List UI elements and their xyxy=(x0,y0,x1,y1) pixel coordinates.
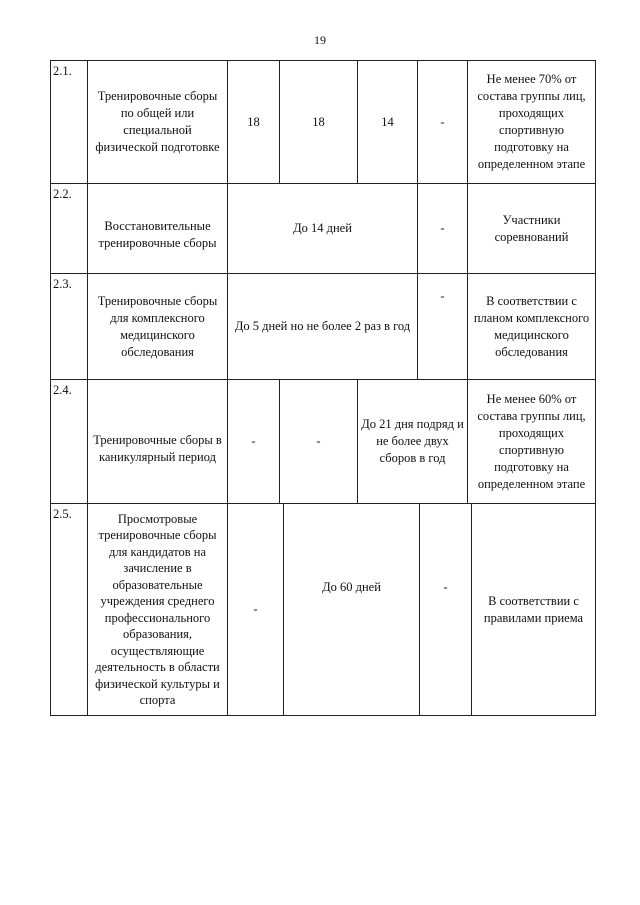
value-cell: 18 xyxy=(279,60,358,184)
row-number: 2.3. xyxy=(50,273,88,380)
participants-note: Участники соревнований xyxy=(467,183,596,274)
duration-cell: До 60 дней xyxy=(283,503,420,716)
camp-name: Тренировочные сборы в каникулярный период xyxy=(87,379,228,504)
row-number: 2.1. xyxy=(50,60,88,184)
value-cell: - xyxy=(279,379,358,504)
row-number: 2.5. xyxy=(50,503,88,716)
value-cell: - xyxy=(417,183,468,274)
value-cell: 14 xyxy=(357,60,418,184)
camp-name: Тренировочные сборы по общей или специальной физической подготовке xyxy=(87,60,228,184)
participants-note: Не менее 60% от состава группы лиц, проходящих спортивную подготовку на определенном этапе xyxy=(467,379,596,504)
value-cell: - xyxy=(417,60,468,184)
value-cell: 18 xyxy=(227,60,280,184)
participants-note: В соответствии с планом комплексного медицинского обследования xyxy=(467,273,596,380)
camp-name: Тренировочные сборы для комплексного медицинского обследования xyxy=(87,273,228,380)
camp-name: Просмотровые тренировочные сборы для кандидатов на зачисление в образовательные учреждения среднего профессионального образования, осуществляющие деятельность в области физической культуры и спорта xyxy=(87,503,228,716)
participants-note: В соответствии с правилами приема xyxy=(471,503,596,716)
row-number: 2.2. xyxy=(50,183,88,274)
duration-cell: До 14 дней xyxy=(227,183,418,274)
participants-note: Не менее 70% от состава группы лиц, проходящих спортивную подготовку на определенном этапе xyxy=(467,60,596,184)
value-cell: - xyxy=(419,503,472,716)
duration-cell: До 21 дня подряд и не более двух сборов в год xyxy=(357,379,468,504)
camp-name: Восстановительные тренировочные сборы xyxy=(87,183,228,274)
value-cell: - xyxy=(417,273,468,380)
training-camps-table xyxy=(50,60,596,716)
duration-cell: До 5 дней но не более 2 раз в год xyxy=(227,273,418,380)
page-number: 19 xyxy=(314,33,326,47)
value-cell: - xyxy=(227,503,284,716)
value-cell: - xyxy=(227,379,280,504)
row-number: 2.4. xyxy=(50,379,88,504)
